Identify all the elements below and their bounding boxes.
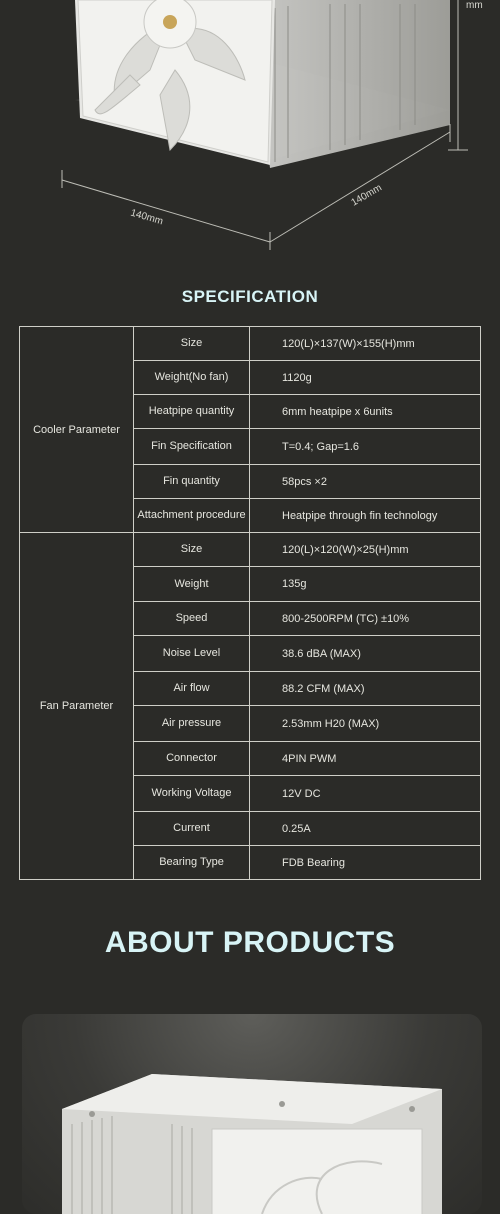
param-value: 4PIN PWM — [250, 742, 481, 776]
specification-table — [19, 326, 481, 880]
param-value: 12V DC — [250, 776, 481, 812]
param-label: Working Voltage — [134, 776, 250, 812]
cpu-cooler-illustration — [0, 0, 500, 270]
param-label: Connector — [134, 742, 250, 776]
param-label: Size — [134, 327, 250, 361]
param-label: Noise Level — [134, 636, 250, 672]
param-value: 0.25A — [250, 812, 481, 846]
param-label: Fin Specification — [134, 429, 250, 465]
param-label: Air flow — [134, 672, 250, 706]
hero-product-image — [0, 0, 500, 270]
table-row — [20, 533, 481, 567]
param-label: Heatpipe quantity — [134, 395, 250, 429]
about-products-heading: ABOUT PRODUCTS — [104, 926, 396, 959]
dimension-label-left: 140mm — [129, 207, 165, 228]
param-value: 120(L)×137(W)×155(H)mm — [250, 327, 481, 361]
param-value: 135g — [250, 567, 481, 602]
param-label: Speed — [134, 602, 250, 636]
param-value: 58pcs ×2 — [250, 465, 481, 499]
param-value: 88.2 CFM (MAX) — [250, 672, 481, 706]
table-row — [20, 327, 481, 361]
param-value: 38.6 dBA (MAX) — [250, 636, 481, 672]
param-value: 120(L)×120(W)×25(H)mm — [250, 533, 481, 567]
specification-heading: SPECIFICATION — [181, 287, 319, 306]
param-value: FDB Bearing — [250, 846, 481, 880]
param-value: Heatpipe through fin technology — [250, 499, 481, 533]
param-value: 6mm heatpipe x 6units — [250, 395, 481, 429]
cpu-cooler-product-photo — [22, 1014, 482, 1214]
group-label-cooler: Cooler Parameter — [20, 327, 134, 533]
param-label: Air pressure — [134, 706, 250, 742]
dimension-label-height: mm — [466, 0, 483, 11]
param-label: Attachment procedure — [134, 499, 250, 533]
param-label: Size — [134, 533, 250, 567]
param-value: 1120g — [250, 361, 481, 395]
param-value: T=0.4; Gap=1.6 — [250, 429, 481, 465]
param-label: Current — [134, 812, 250, 846]
param-value: 800-2500RPM (TC) ±10% — [250, 602, 481, 636]
param-label: Weight — [134, 567, 250, 602]
param-label: Fin quantity — [134, 465, 250, 499]
group-label-fan: Fan Parameter — [20, 533, 134, 880]
param-label: Bearing Type — [134, 846, 250, 880]
param-value: 2.53mm H20 (MAX) — [250, 706, 481, 742]
product-image-panel — [22, 1014, 482, 1214]
param-label: Weight(No fan) — [134, 361, 250, 395]
dimension-label-right: 140mm — [349, 182, 384, 209]
